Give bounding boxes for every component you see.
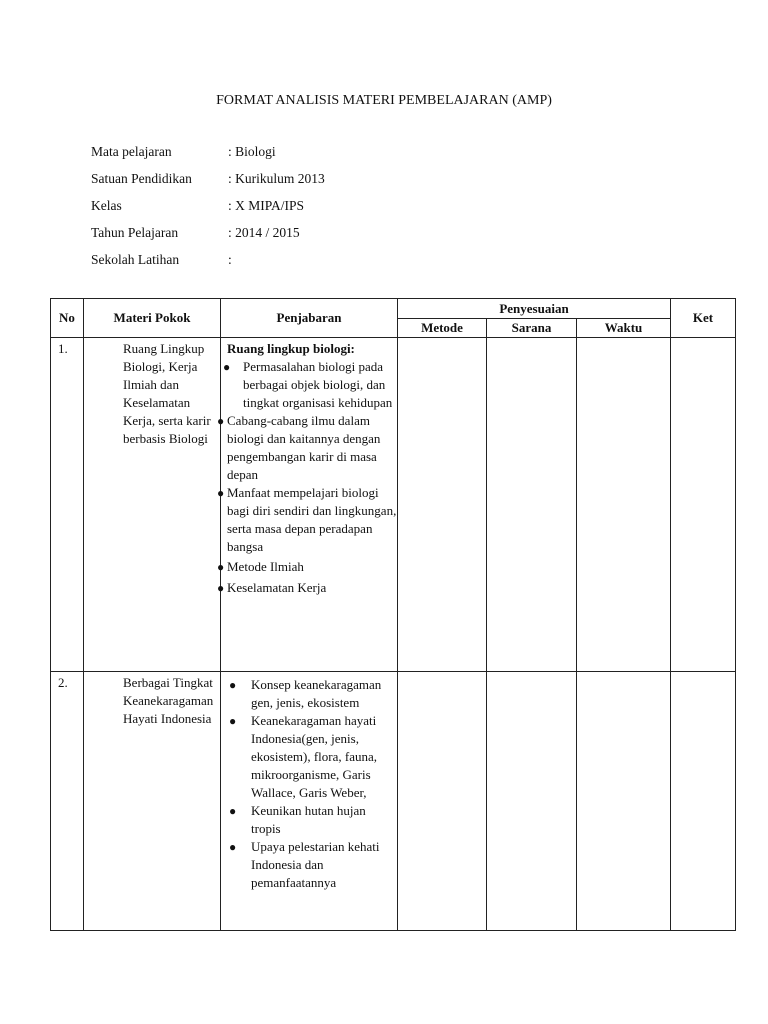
row-materi: Berbagai Tingkat Keanekaragaman Hayati Indonesia (84, 672, 221, 931)
list-item-text: Cabang-cabang ilmu dalam biologi dan kaitannya dengan pengembangan karir di masa depan (227, 413, 381, 482)
meta-value: : Biologi (228, 144, 276, 159)
list-item (221, 802, 397, 838)
list-item (221, 358, 397, 412)
list-item-text: Manfaat mempelajari biologi bagi diri sendiri dan lingkungan, serta masa depan peradapan bangsa (227, 485, 397, 554)
list-item (217, 579, 397, 597)
amp-table (50, 298, 736, 931)
row-materi: Ruang Lingkup Biologi, Kerja Ilmiah dan Keselamatan Kerja, serta karir berbasis Biologi (84, 338, 221, 672)
meta-value: : X MIPA/IPS (228, 198, 305, 213)
row-number: 1. (51, 338, 84, 672)
cell-waktu (577, 672, 671, 931)
meta-row-unit (91, 171, 325, 198)
bullet-icon: ● (217, 560, 225, 574)
bullet-icon: ● (223, 360, 231, 374)
row-penjabaran (217, 338, 398, 672)
cell-ket (671, 338, 736, 672)
cell-sarana (487, 338, 577, 672)
cell-metode (398, 672, 487, 931)
header-metode: Metode (398, 319, 487, 338)
meta-row-year (91, 225, 325, 252)
meta-label: Tahun Pelajaran (91, 225, 179, 240)
bullet-icon: ● (217, 581, 225, 595)
list-item-text: Keunikan hutan hujan tropis (251, 803, 366, 836)
list-item-text: Upaya pelestarian kehati Indonesia dan pemanfaatannya (251, 839, 380, 890)
meta-label: Mata pelajaran (91, 144, 172, 159)
bullet-icon: ● (229, 678, 237, 692)
meta-row-school (91, 252, 325, 279)
row-number: 2. (51, 672, 84, 931)
list-item-text: Konsep keanekaragaman gen, jenis, ekosistem (251, 677, 382, 710)
header-penjabaran: Penjabaran (221, 299, 398, 338)
bullet-icon: ● (229, 840, 237, 854)
bullet-icon: ● (229, 714, 237, 728)
list-item (217, 558, 397, 576)
cell-sarana (487, 672, 577, 931)
bullet-icon: ● (217, 486, 225, 500)
list-item-text: Permasalahan biologi pada berbagai objek biologi, dan tingkat organisasi kehidupan (243, 359, 393, 410)
list-item (221, 676, 397, 712)
list-item-text: Keselamatan Kerja (227, 580, 327, 595)
header-penyesuaian: Penyesuaian (398, 299, 671, 319)
cell-metode (398, 338, 487, 672)
table-row (51, 338, 736, 672)
meta-value: : 2014 / 2015 (228, 225, 300, 240)
table-row (51, 672, 736, 931)
list-item (217, 484, 397, 556)
row-penjabaran (221, 672, 398, 931)
meta-label: Sekolah Latihan (91, 252, 180, 267)
header-materi: Materi Pokok (84, 299, 221, 338)
header-ket: Ket (671, 299, 736, 338)
meta-row-class (91, 198, 325, 225)
header-no: No (51, 299, 84, 338)
list-item (221, 712, 397, 802)
header-waktu: Waktu (577, 319, 671, 338)
cell-ket (671, 672, 736, 931)
document-title: FORMAT ANALISIS MATERI PEMBELAJARAN (AMP) (216, 93, 552, 108)
meta-label: Satuan Pendidikan (91, 171, 192, 186)
cell-waktu (577, 338, 671, 672)
meta-label: Kelas (91, 198, 122, 213)
header-sarana: Sarana (487, 319, 577, 338)
list-item-text: Metode Ilmiah (227, 559, 304, 574)
meta-value: : Kurikulum 2013 (228, 171, 325, 186)
bullet-icon: ● (229, 804, 237, 818)
meta-value: : (228, 252, 232, 267)
penjabaran-list (217, 358, 397, 597)
list-item (221, 838, 397, 892)
list-item (217, 412, 397, 484)
list-item-text: Keanekaragaman hayati Indonesia(gen, jenis, ekosistem), flora, fauna, mikroorganisme, Garis Wallace, Garis Weber, (251, 713, 377, 800)
penjabaran-list (221, 676, 397, 892)
penjabaran-heading: Ruang lingkup biologi: (227, 341, 355, 356)
meta-row-subject (91, 144, 325, 171)
meta-info (91, 144, 325, 279)
bullet-icon: ● (217, 414, 225, 428)
